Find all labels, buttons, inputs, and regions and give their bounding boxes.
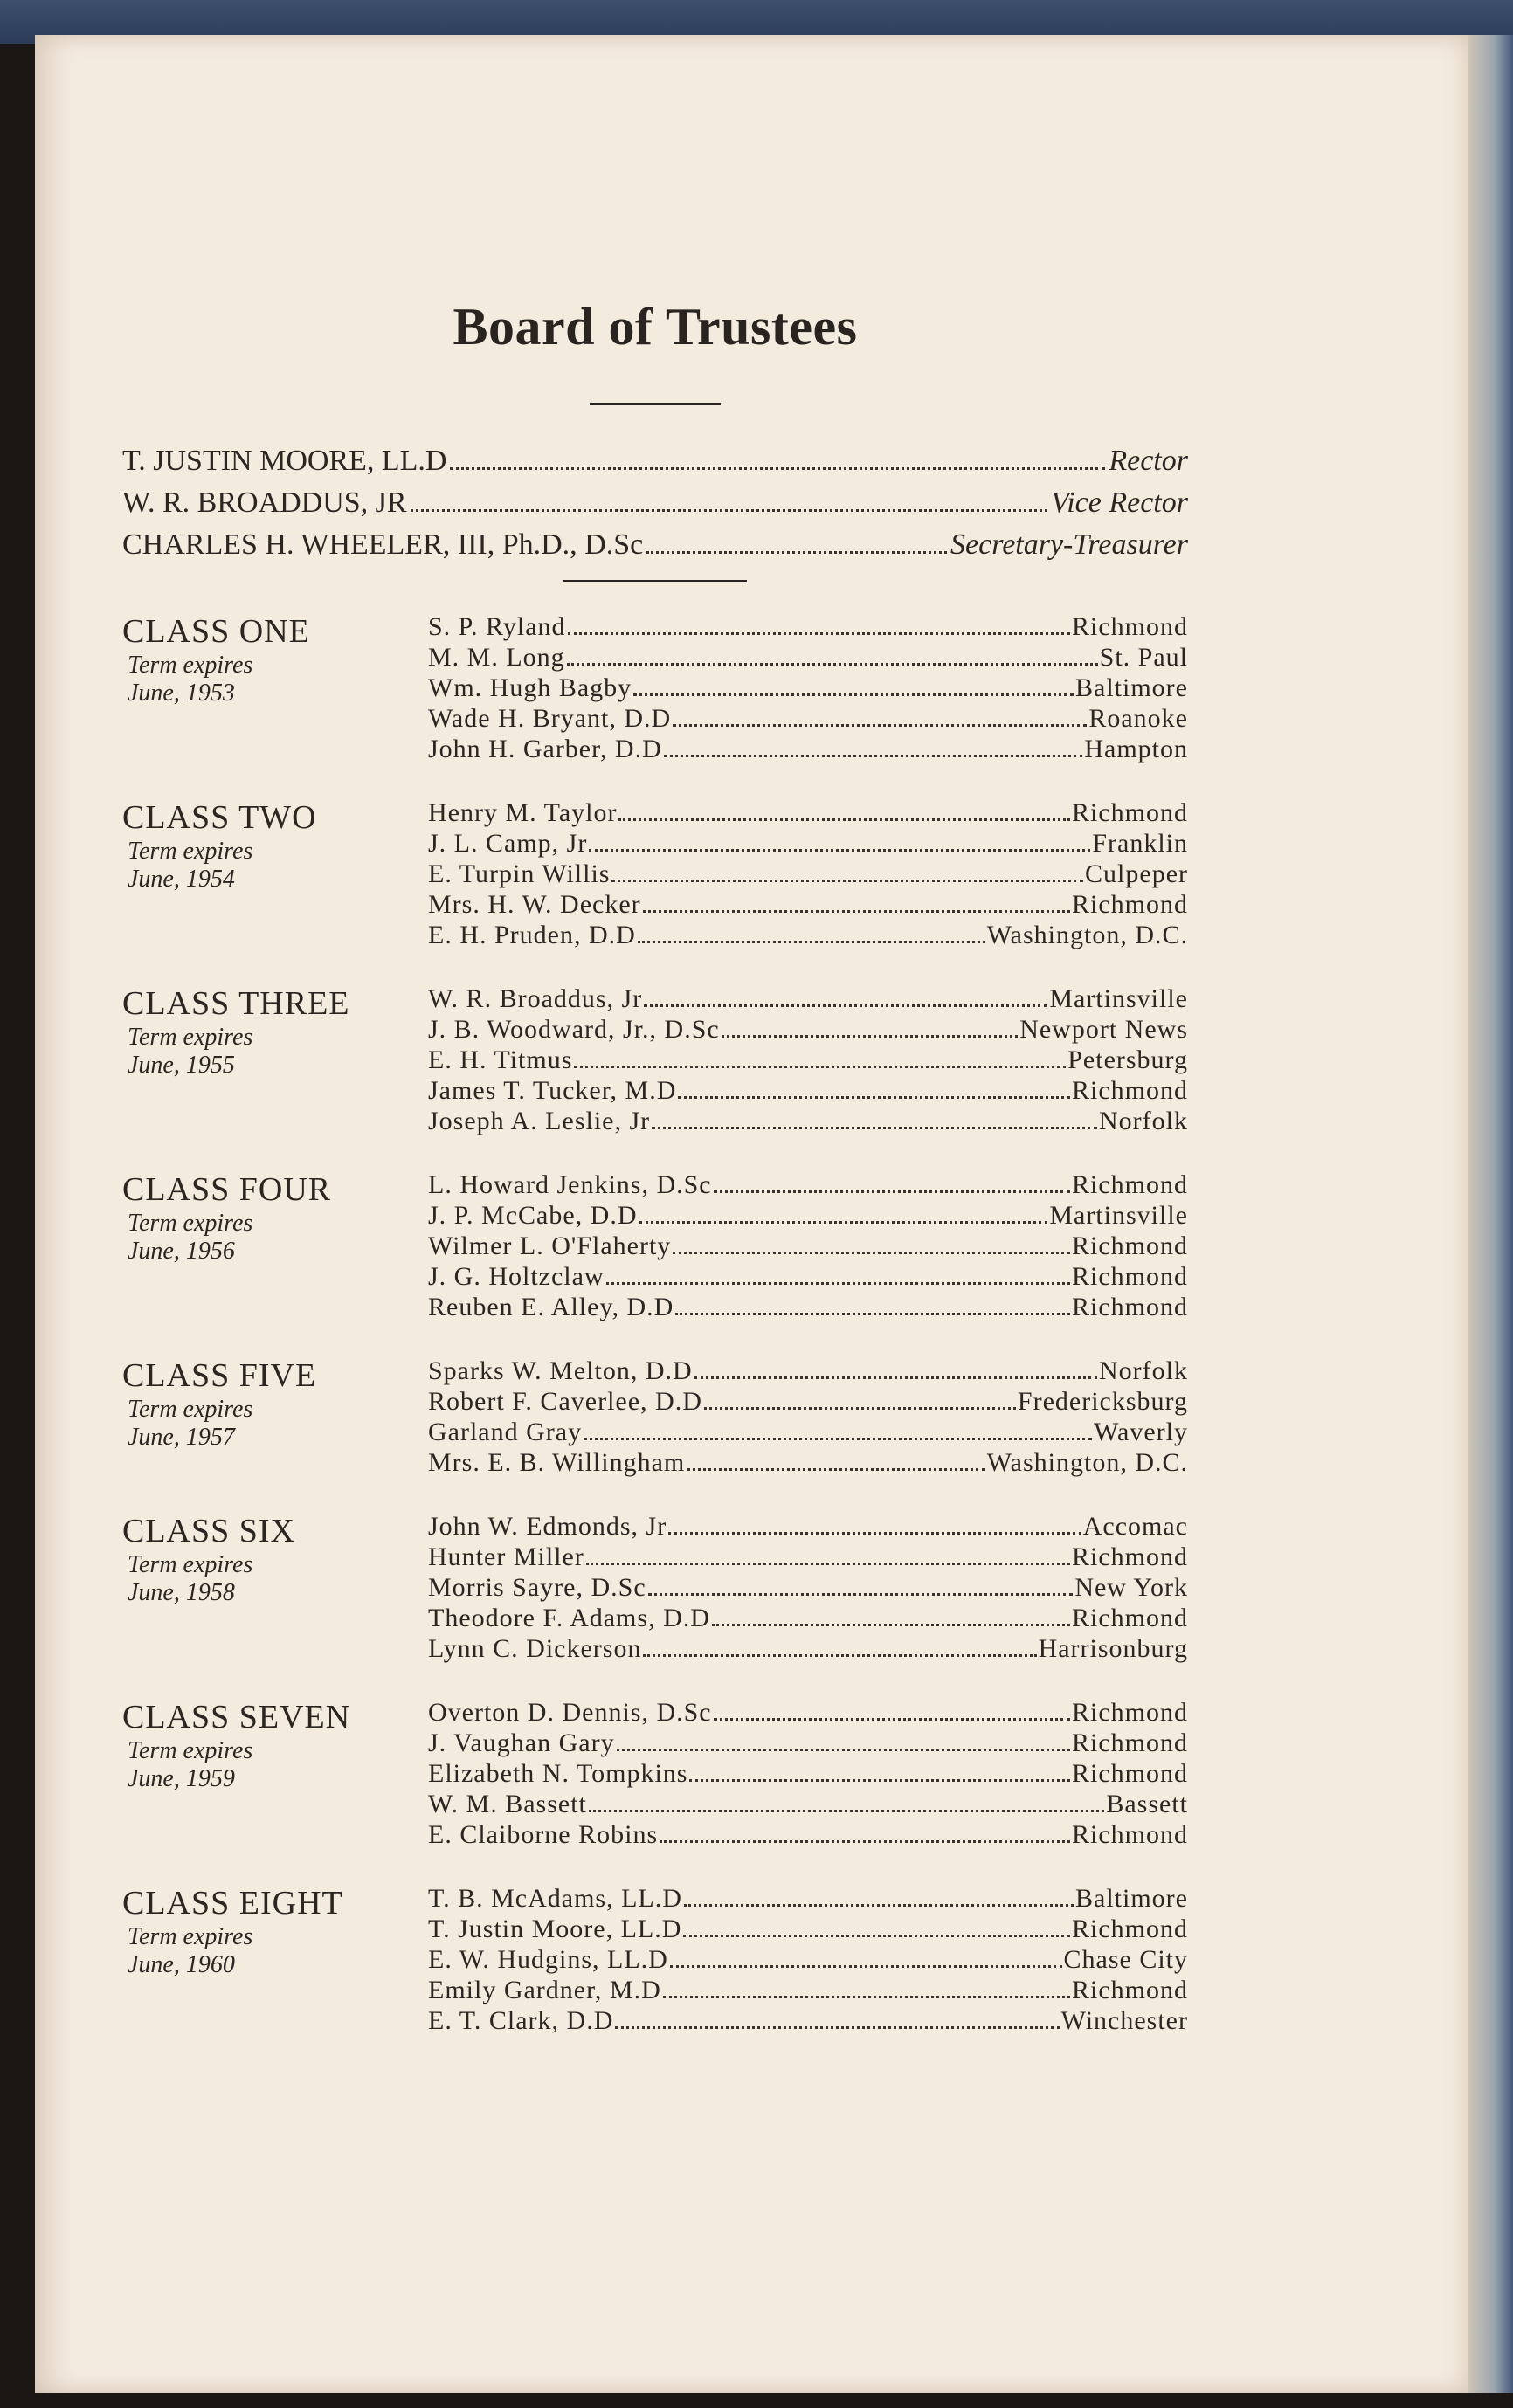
member-row [428, 1944, 1188, 1975]
leader-dots [633, 693, 1074, 696]
member-row [428, 859, 1188, 889]
class-block [122, 1170, 1188, 1322]
member-row [428, 2005, 1188, 2036]
leader-dots [673, 724, 1087, 727]
member-name: W. M. Bassett [428, 1790, 587, 1818]
class-name: CLASS EIGHT [122, 1885, 343, 1922]
member-row [428, 1758, 1188, 1789]
member-name: Wm. Hugh Bagby [428, 673, 632, 702]
class-block [122, 1697, 1188, 1850]
member-row [428, 1106, 1188, 1136]
term-label: Term expires [128, 1396, 253, 1423]
officer-name: CHARLES H. WHEELER, III, Ph.D., D.Sc [122, 528, 644, 561]
member-place: Chase City [1063, 1945, 1188, 1974]
leader-dots [664, 755, 1083, 757]
member-row [428, 1883, 1188, 1914]
member-name: J. Vaughan Gary [428, 1728, 615, 1757]
term-label: Term expires [128, 1737, 253, 1764]
member-name: John H. Garber, D.D [428, 735, 662, 763]
member-row [428, 1914, 1188, 1944]
leader-dots [722, 1035, 1019, 1038]
member-row [428, 1386, 1188, 1417]
member-name: Elizabeth N. Tompkins [428, 1759, 688, 1788]
classes-list [122, 611, 1188, 2036]
member-name: E. W. Hudgins, LL.D [428, 1945, 668, 1974]
member-name: E. T. Clark, D.D [428, 2006, 614, 2035]
member-place: Baltimore [1075, 1884, 1188, 1913]
member-place: Waverly [1094, 1418, 1188, 1446]
member-place: St. Paul [1099, 643, 1188, 672]
leader-dots [694, 1376, 1097, 1379]
member-name: J. G. Holtzclaw [428, 1262, 605, 1291]
member-place: Norfolk [1099, 1107, 1188, 1135]
member-row [428, 642, 1188, 673]
member-place: Richmond [1072, 1728, 1188, 1757]
member-name: M. M. Long [428, 643, 565, 672]
leader-dots [586, 1563, 1070, 1565]
officer-row [122, 482, 1188, 524]
member-name: Henry M. Taylor [428, 798, 618, 827]
member-place: Washington, D.C. [986, 1448, 1188, 1477]
member-row [428, 1261, 1188, 1292]
class-heading [122, 1697, 411, 1850]
member-name: Wade H. Bryant, D.D [428, 704, 672, 733]
member-name: W. R. Broaddus, Jr [428, 984, 643, 1013]
leader-dots [678, 1096, 1070, 1099]
term-date: June, 1959 [128, 1765, 235, 1792]
member-place: Richmond [1072, 890, 1188, 919]
member-place: Bassett [1106, 1790, 1188, 1818]
member-row [428, 983, 1188, 1014]
member-name: Reuben E. Alley, D.D [428, 1293, 674, 1321]
book-page [35, 35, 1468, 2393]
member-row [428, 1789, 1188, 1819]
member-place: Petersburg [1067, 1045, 1188, 1074]
member-row [428, 703, 1188, 734]
member-place: Richmond [1072, 612, 1188, 641]
member-row [428, 1231, 1188, 1261]
member-place: Roanoke [1088, 704, 1188, 733]
officers-list [122, 440, 1188, 566]
member-list [411, 1511, 1188, 1664]
term-date: June, 1955 [128, 1052, 235, 1079]
leader-dots [611, 880, 1083, 882]
term-date: June, 1954 [128, 866, 235, 893]
leader-dots [684, 1904, 1074, 1907]
member-row [428, 1728, 1188, 1758]
officer-name: W. R. BROADDUS, JR [122, 486, 407, 519]
member-place: Baltimore [1075, 673, 1188, 702]
member-place: Fredericksburg [1017, 1387, 1188, 1416]
leader-dots [617, 1749, 1070, 1751]
member-place: Richmond [1072, 798, 1188, 827]
member-row [428, 920, 1188, 950]
member-name: E. H. Pruden, D.D [428, 921, 636, 949]
member-name: Hunter Miller [428, 1542, 584, 1571]
term-label: Term expires [128, 1210, 253, 1237]
leader-dots [660, 1840, 1070, 1843]
member-name: Wilmer L. O'Flaherty [428, 1232, 672, 1260]
term-label: Term expires [128, 652, 253, 679]
member-place: Richmond [1072, 1604, 1188, 1632]
leader-dots [639, 1221, 1048, 1224]
member-row [428, 797, 1188, 828]
leader-dots [704, 1407, 1016, 1410]
class-name: CLASS FOUR [122, 1171, 332, 1208]
leader-dots [589, 1810, 1104, 1812]
member-row [428, 1200, 1188, 1231]
leader-dots [652, 1127, 1097, 1129]
member-row [428, 1572, 1188, 1603]
member-list [411, 797, 1188, 950]
member-name: Overton D. Dennis, D.Sc [428, 1698, 712, 1727]
leader-dots [450, 467, 1105, 470]
member-list [411, 983, 1188, 1136]
member-name: Lynn C. Dickerson [428, 1634, 642, 1663]
member-list [411, 611, 1188, 764]
member-row [428, 1697, 1188, 1728]
member-row [428, 1447, 1188, 1478]
member-place: Hampton [1084, 735, 1188, 763]
member-name: S. P. Ryland [428, 612, 566, 641]
member-name: E. H. Titmus [428, 1045, 573, 1074]
section-rule [563, 580, 747, 582]
term-date: June, 1956 [128, 1238, 235, 1265]
member-place: Richmond [1072, 1542, 1188, 1571]
page-content [122, 297, 1188, 2069]
term-date: June, 1960 [128, 1951, 235, 1978]
class-block [122, 611, 1188, 764]
leader-dots [638, 941, 985, 943]
member-name: Emily Gardner, M.D [428, 1976, 661, 2004]
member-row [428, 1511, 1188, 1542]
class-heading [122, 983, 411, 1136]
member-row [428, 889, 1188, 920]
page-stack-edge [1468, 35, 1513, 2393]
member-place: Richmond [1072, 1232, 1188, 1260]
class-heading [122, 797, 411, 950]
leader-dots [687, 1468, 985, 1471]
member-row [428, 611, 1188, 642]
member-name: Sparks W. Melton, D.D [428, 1356, 693, 1385]
member-place: Franklin [1092, 829, 1188, 858]
member-name: T. B. McAdams, LL.D [428, 1884, 682, 1913]
member-name: Robert F. Caverlee, D.D [428, 1387, 702, 1416]
leader-dots [714, 1718, 1070, 1721]
class-heading [122, 1356, 411, 1478]
member-row [428, 734, 1188, 764]
term-date: June, 1958 [128, 1579, 235, 1606]
member-list [411, 1170, 1188, 1322]
member-place: Newport News [1019, 1015, 1188, 1044]
member-row [428, 673, 1188, 703]
member-place: Washington, D.C. [986, 921, 1188, 949]
officer-role: Vice Rector [1050, 486, 1188, 519]
member-name: Morris Sayre, D.Sc [428, 1573, 646, 1602]
leader-dots [643, 910, 1070, 913]
member-list [411, 1356, 1188, 1478]
leader-dots [668, 1532, 1081, 1535]
leader-dots [589, 849, 1090, 852]
class-block [122, 1883, 1188, 2036]
officer-role: Secretary-Treasurer [950, 528, 1188, 561]
member-place: Richmond [1072, 1293, 1188, 1321]
member-place: Richmond [1072, 1698, 1188, 1727]
leader-dots [670, 1965, 1062, 1968]
member-place: Norfolk [1099, 1356, 1188, 1385]
member-place: Richmond [1072, 1759, 1188, 1788]
term-label: Term expires [128, 838, 253, 865]
member-row [428, 1542, 1188, 1572]
leader-dots [568, 632, 1070, 635]
leader-dots [606, 1282, 1070, 1285]
member-place: Winchester [1060, 2006, 1188, 2035]
member-place: Richmond [1072, 1262, 1188, 1291]
member-name: Mrs. E. B. Willingham [428, 1448, 686, 1477]
member-name: E. Claiborne Robins [428, 1820, 659, 1849]
leader-dots [618, 818, 1070, 821]
leader-dots [648, 1593, 1074, 1596]
member-name: Theodore F. Adams, D.D [428, 1604, 710, 1632]
class-block [122, 1356, 1188, 1478]
member-place: New York [1074, 1573, 1188, 1602]
member-place: Harrisonburg [1038, 1634, 1188, 1663]
class-name: CLASS SIX [122, 1513, 295, 1549]
member-row [428, 1633, 1188, 1664]
member-row [428, 1975, 1188, 2005]
leader-dots [689, 1779, 1070, 1782]
class-name: CLASS ONE [122, 613, 310, 650]
member-row [428, 1819, 1188, 1850]
member-row [428, 1075, 1188, 1106]
member-name: Joseph A. Leslie, Jr [428, 1107, 651, 1135]
member-name: J. B. Woodward, Jr., D.Sc [428, 1015, 720, 1044]
member-name: Garland Gray [428, 1418, 583, 1446]
member-name: E. Turpin Willis [428, 859, 611, 888]
member-place: Martinsville [1049, 1201, 1188, 1230]
class-block [122, 983, 1188, 1136]
leader-dots [675, 1313, 1070, 1315]
class-heading [122, 1511, 411, 1664]
member-list [411, 1883, 1188, 2036]
title-rule [590, 403, 721, 405]
member-row [428, 1170, 1188, 1200]
term-label: Term expires [128, 1024, 253, 1051]
page-title: Board of Trustees [453, 298, 858, 355]
member-list [411, 1697, 1188, 1850]
leader-dots [644, 1004, 1047, 1007]
term-date: June, 1953 [128, 680, 235, 707]
member-name: T. Justin Moore, LL.D [428, 1915, 682, 1943]
member-name: L. Howard Jenkins, D.Sc [428, 1170, 712, 1199]
term-date: June, 1957 [128, 1424, 235, 1451]
leader-dots [714, 1190, 1070, 1193]
leader-dots [673, 1252, 1070, 1254]
officer-row [122, 524, 1188, 566]
member-row [428, 828, 1188, 859]
leader-dots [584, 1438, 1092, 1440]
leader-dots [643, 1654, 1036, 1657]
leader-dots [411, 509, 1047, 512]
class-heading [122, 1170, 411, 1322]
member-place: Culpeper [1085, 859, 1188, 888]
member-place: Accomac [1082, 1512, 1188, 1541]
class-heading [122, 611, 411, 764]
officer-role: Rector [1109, 445, 1188, 477]
class-heading [122, 1883, 411, 2036]
member-name: J. L. Camp, Jr [428, 829, 588, 858]
member-name: John W. Edmonds, Jr [428, 1512, 667, 1541]
member-place: Richmond [1072, 1915, 1188, 1943]
class-name: CLASS SEVEN [122, 1699, 351, 1735]
member-row [428, 1603, 1188, 1633]
leader-dots [615, 2026, 1059, 2029]
leader-dots [683, 1935, 1070, 1937]
leader-dots [567, 663, 1098, 666]
term-label: Term expires [128, 1923, 253, 1950]
member-place: Martinsville [1049, 984, 1188, 1013]
member-row [428, 1292, 1188, 1322]
class-block [122, 797, 1188, 950]
member-row [428, 1417, 1188, 1447]
member-place: Richmond [1072, 1820, 1188, 1849]
term-label: Term expires [128, 1551, 253, 1578]
class-name: CLASS THREE [122, 985, 350, 1022]
member-row [428, 1045, 1188, 1075]
officer-row [122, 440, 1188, 482]
leader-dots [663, 1996, 1070, 1998]
member-place: Richmond [1072, 1976, 1188, 2004]
member-row [428, 1014, 1188, 1045]
member-place: Richmond [1072, 1170, 1188, 1199]
member-place: Richmond [1072, 1076, 1188, 1105]
leader-dots [646, 551, 947, 554]
leader-dots [712, 1624, 1070, 1626]
class-name: CLASS TWO [122, 799, 317, 836]
leader-dots [574, 1066, 1066, 1068]
member-row [428, 1356, 1188, 1386]
member-name: James T. Tucker, M.D [428, 1076, 677, 1105]
officer-name: T. JUSTIN MOORE, LL.D [122, 445, 447, 477]
member-name: Mrs. H. W. Decker [428, 890, 641, 919]
class-block [122, 1511, 1188, 1664]
member-name: J. P. McCabe, D.D [428, 1201, 638, 1230]
class-name: CLASS FIVE [122, 1357, 317, 1394]
